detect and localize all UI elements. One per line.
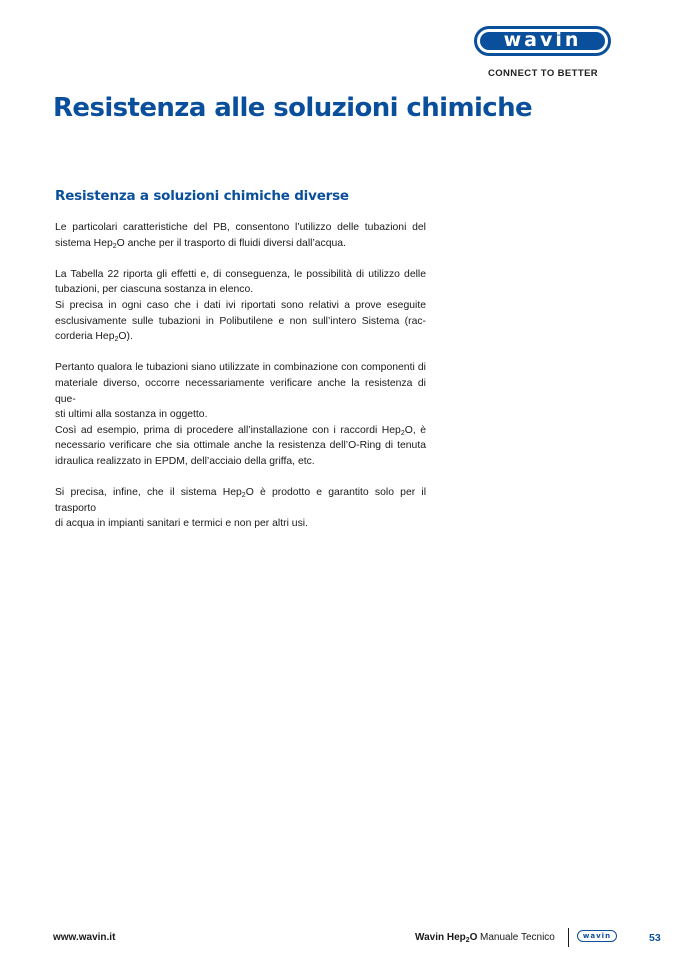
page-title: Resistenza alle soluzioni chimiche — [53, 93, 533, 123]
wavin-logo — [474, 26, 617, 81]
page-footer — [0, 930, 678, 950]
text-line: corderia Hep$_2$O). — [55, 331, 133, 344]
footer-divider — [568, 928, 569, 947]
body-text — [55, 220, 426, 547]
section-title: Resistenza a soluzioni chimiche diverse — [55, 188, 349, 204]
footer-document-name: Manuale Tecnico — [480, 932, 555, 943]
text-line: sistema Hep$_2$O anche per il trasporto di fluidi diversi dall’acqua. — [55, 237, 346, 250]
paragraph-2 — [55, 267, 426, 345]
text-line: La Tabella 22 riporta gli effetti e, di conseguenza, le possibilità di utilizzo delle — [55, 268, 426, 280]
text-line: idraulica realizzato in EPDM, dell’acciaio della griffa, etc. — [55, 455, 315, 467]
text-line: necessario verificare che sia ottimale anche la resistenza dell’O-Ring di tenuta — [55, 440, 426, 452]
logo-wordmark: wavin — [503, 29, 582, 51]
text-line: tubazioni, per ciascuna sostanza in elenco. — [55, 284, 254, 296]
footer-brand: Wavin Hep$_2$O — [415, 932, 478, 944]
text-line: materiale diverso, occorre necessariamente verificare anche la resistenza di que- — [55, 377, 426, 405]
text-line: di acqua in impianti sanitari e termici e non per altri usi. — [55, 518, 308, 530]
text-line: Si precisa in ogni caso che i dati ivi riportati sono relativi a prove eseguite — [55, 299, 426, 311]
text-line: sti ultimi alla sostanza in oggetto. — [55, 409, 208, 421]
text-line: Si precisa, infine, che il sistema Hep$_2$O è prodotto e garantito solo per il trasporto — [55, 487, 427, 514]
page-number: 53 — [649, 932, 661, 944]
footer-website-link[interactable]: www.wavin.it — [53, 932, 116, 943]
paragraph-1 — [55, 220, 426, 251]
text-line: Così ad esempio, prima di procedere all’installazione con i raccordi Hep$_2$O, è — [55, 424, 426, 437]
text-line: Le particolari caratteristiche del PB, consentono l’utilizzo delle tubazioni del — [55, 222, 426, 233]
logo-tagline: CONNECT TO BETTER — [488, 68, 599, 79]
text-line: esclusivamente sulle tubazioni in Polibutilene e non sull’intero Sistema (rac- — [55, 315, 426, 327]
paragraph-3 — [55, 360, 426, 469]
text-line: Pertanto qualora le tubazioni siano utilizzate in combinazione con componenti di — [55, 362, 426, 374]
paragraph-4 — [55, 485, 426, 532]
logo-badge — [474, 26, 611, 56]
footer-wavin-logo: wavin — [577, 930, 617, 942]
